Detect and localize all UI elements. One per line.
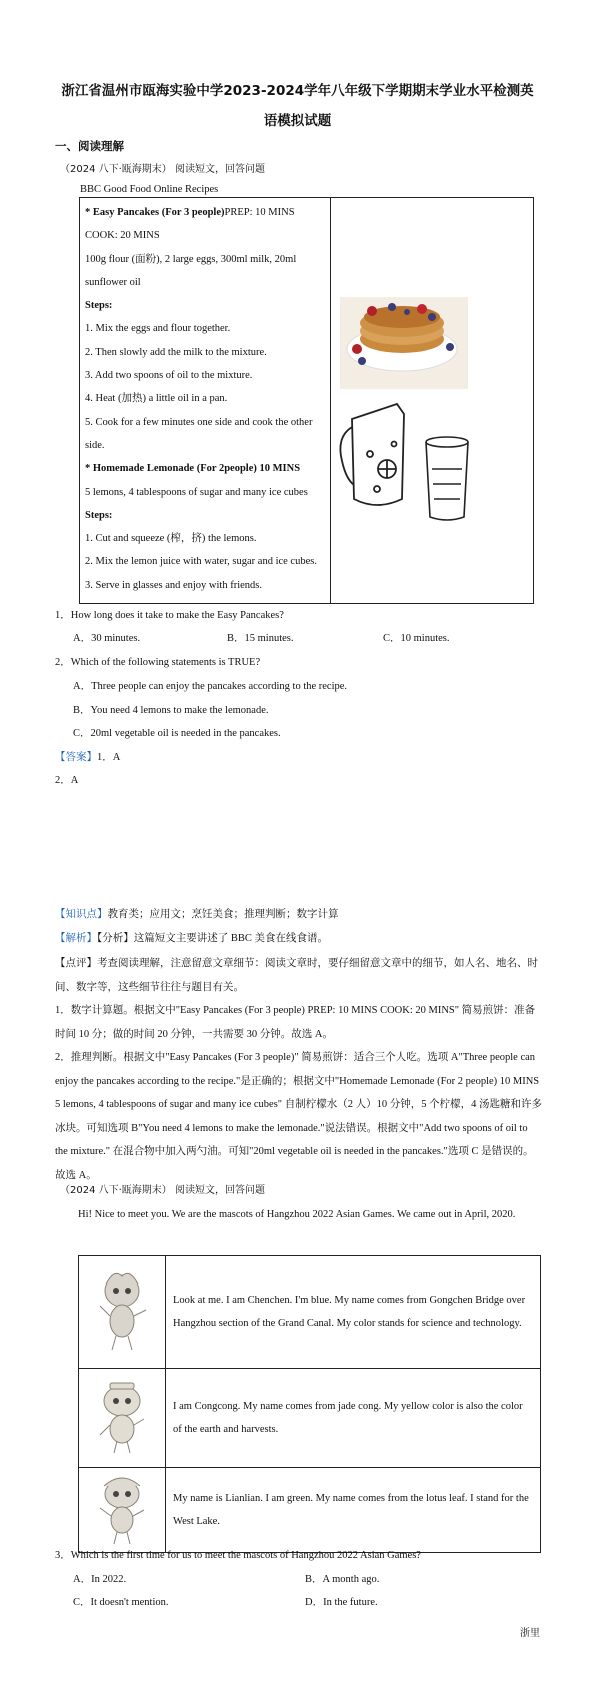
recipe-line-text: 100g flour (面粉), 2 large eggs, 300ml milk, 20ml sunflower oil (85, 253, 297, 288)
q2-option-b[interactable]: B．You need 4 lemons to make the lemonade. (73, 705, 269, 716)
recipe-line (85, 504, 325, 527)
recipe-line (85, 411, 325, 458)
lianlian-mascot-image (92, 1472, 152, 1546)
question-source-2: （2024 八下·瓯海期末） 阅读短文，回答问题 (60, 1185, 265, 1196)
recipe-line-text: 1. Mix the eggs and flour together. (85, 323, 231, 335)
document-title: 浙江省温州市瓯海实验中学2023-2024学年八年级下学期期末学业水平检测英 语模拟试题 (61, 83, 534, 129)
passage2-intro: Hi! Nice to meet you. We are the mascots of Hangzhou 2022 Asian Games. We came out in April, 2020. (78, 1209, 516, 1220)
explanation-block (55, 952, 543, 1187)
mascot-description: My name is Lianlian. I am green. My name comes from the lotus leaf. I stand for the West Lake. (166, 1468, 541, 1553)
recipe-line-bold: * Easy Pancakes (For 3 people) (85, 207, 225, 218)
recipe-line (85, 341, 325, 364)
recipe-line (85, 248, 325, 295)
mascot-table (78, 1255, 541, 1553)
analysis: 【解析】【分析】这篇短文主要讲述了 BBC 美食在线食谱。 (55, 933, 329, 944)
recipe-line (85, 574, 325, 597)
mascot-description: Look at me. I am Chenchen. I'm blue. My name comes from Gongchen Bridge over Hangzhou section of the Grand Canal. My color stands for science and technology. (166, 1256, 541, 1369)
q1-option-a[interactable]: A．30 minutes. (73, 633, 141, 644)
recipe-image-cell (331, 198, 534, 604)
recipe-line-text: 2. Mix the lemon juice with water, sugar and ice cubes. (85, 556, 317, 568)
recipe-line-text: 1. Cut and squeeze (榨，挤) the lemons. (85, 533, 257, 545)
recipe-line (85, 457, 325, 480)
recipe-lines (85, 201, 325, 597)
glass-sketch (426, 437, 468, 520)
recipe-line-text: 4. Heat (加热) a little oil in a pan. (85, 393, 228, 405)
answer-1: 1．A (97, 752, 121, 763)
pancakes-illustration (332, 199, 532, 599)
recipe-line (85, 364, 325, 387)
recipe-line-text: 3. Serve in glasses and enjoy with friends. (85, 579, 263, 591)
q3-option-c[interactable]: C．It doesn't mention. (73, 1597, 169, 1608)
question-1-stem: 1．How long does it take to make the Easy Pancakes? (55, 610, 284, 621)
q3-option-b[interactable]: B．A month ago. (305, 1574, 380, 1585)
recipe-line-bold: Steps: (85, 509, 113, 521)
recipe-line (85, 201, 325, 224)
recipe-line (85, 224, 325, 247)
answer-2: 2．A (55, 775, 79, 786)
recipe-line (85, 317, 325, 340)
q2-option-a[interactable]: A．Three people can enjoy the pancakes according to the recipe. (73, 681, 348, 692)
passage-intro: BBC Good Food Online Recipes (80, 184, 219, 195)
pitcher-sketch (340, 404, 404, 505)
explanation-1: 1．数字计算题。根据文中"Easy Pancakes (For 3 people) PREP: 10 MINS COOK: 20 MINS" 简易煎饼：准备时间 10 分；做的时间 20 分钟，一共需要 30 分钟。故选 A。 (55, 1005, 536, 1040)
question-source: （2024 八下·瓯海期末） 阅读短文，回答问题 (60, 164, 265, 175)
footer-text: 浙里 (520, 1628, 540, 1639)
q3-option-a[interactable]: A．In 2022. (73, 1574, 127, 1585)
mascot-row (79, 1256, 541, 1369)
section-heading: 一、阅读理解 (55, 139, 124, 153)
q2-option-c[interactable]: C．20ml vegetable oil is needed in the pancakes. (73, 728, 281, 739)
answer-label: 【答案】 (55, 752, 97, 763)
recipe-line-text: 5. Cook for a few minutes one side and cook the other side. (85, 416, 313, 451)
recipe-text-cell (80, 198, 331, 604)
recipe-line-bold: * Homemade Lemonade (For 2people) 10 MINS (85, 463, 301, 475)
recipe-line (85, 387, 325, 410)
mascot-image-cell (79, 1468, 166, 1553)
question-3-stem: 3．Which is the first time for us to meet the mascots of Hangzhou 2022 Asian Games? (55, 1550, 421, 1561)
recipe-line (85, 294, 325, 317)
explanation-2: 2．推理判断。根据文中"Easy Pancakes (For 3 people)" 简易煎饼：适合三个人吃。选项 A"Three people can enjoy the pancakes according to the recipe."是正确的；根据文中"Homemade Lemonade (For 2 people) 10 MINS 5 lemons, 4 tablespoons of sugar and many ice cubes" 自制柠檬水（2 人）10 分钟，5 个柠檬，4 汤匙糖和许多冰块。可知选项 B"You need 4 lemons to make the lemonade."说法错误。根据文中"Add two spoons of oil to the mixture." 在混合物中加入两勺油。可知"20ml vegetable oil is needed in the pancakes."选项 C 是错误的。故选 A。 (55, 1052, 542, 1181)
recipe-line-bold: Steps: (85, 300, 113, 312)
recipe-line-text: 2. Then slowly add the milk to the mixture. (85, 346, 267, 358)
knowledge-label: 【知识点】 (55, 909, 108, 920)
recipe-line-text: COOK: 20 MINS (85, 230, 160, 242)
question-2-stem: 2．Which of the following statements is TRUE? (55, 657, 261, 668)
recipe-line (85, 481, 325, 504)
mascot-description: I am Congcong. My name comes from jade cong. My yellow color is also the color of the earth and harvests. (166, 1369, 541, 1468)
recipe-table (79, 197, 534, 604)
recipe-line (85, 527, 325, 550)
chenchen-mascot-image (92, 1266, 152, 1356)
congcong-mascot-image (92, 1377, 152, 1457)
recipe-line-text: PREP: 10 MINS (224, 207, 295, 218)
analysis-label: 【解析】 (55, 933, 97, 944)
knowledge-point: 【知识点】教育类；应用文；烹饪美食；推理判断；数字计算 (55, 909, 339, 920)
answer-line (55, 749, 120, 764)
recipe-line-text: 3. Add two spoons of oil to the mixture. (85, 370, 253, 382)
q3-option-d[interactable]: D．In the future. (305, 1597, 378, 1608)
mascot-image-cell (79, 1256, 166, 1369)
mascot-row (79, 1468, 541, 1553)
mascot-row (79, 1369, 541, 1468)
pancake-stack-image (340, 297, 468, 389)
q1-option-b[interactable]: B．15 minutes. (227, 633, 294, 644)
comment-paragraph: 【点评】考查阅读理解，注意留意文章细节：阅读文章时，要仔细留意文章中的细节，如人名、地名、时间、数字等，这些细节往往与题目有关。 (55, 958, 538, 993)
q1-option-c[interactable]: C．10 minutes. (383, 633, 450, 644)
recipe-line-text: 5 lemons, 4 tablespoons of sugar and many ice cubes (85, 486, 308, 498)
mascot-image-cell (79, 1369, 166, 1468)
recipe-line (85, 550, 325, 573)
